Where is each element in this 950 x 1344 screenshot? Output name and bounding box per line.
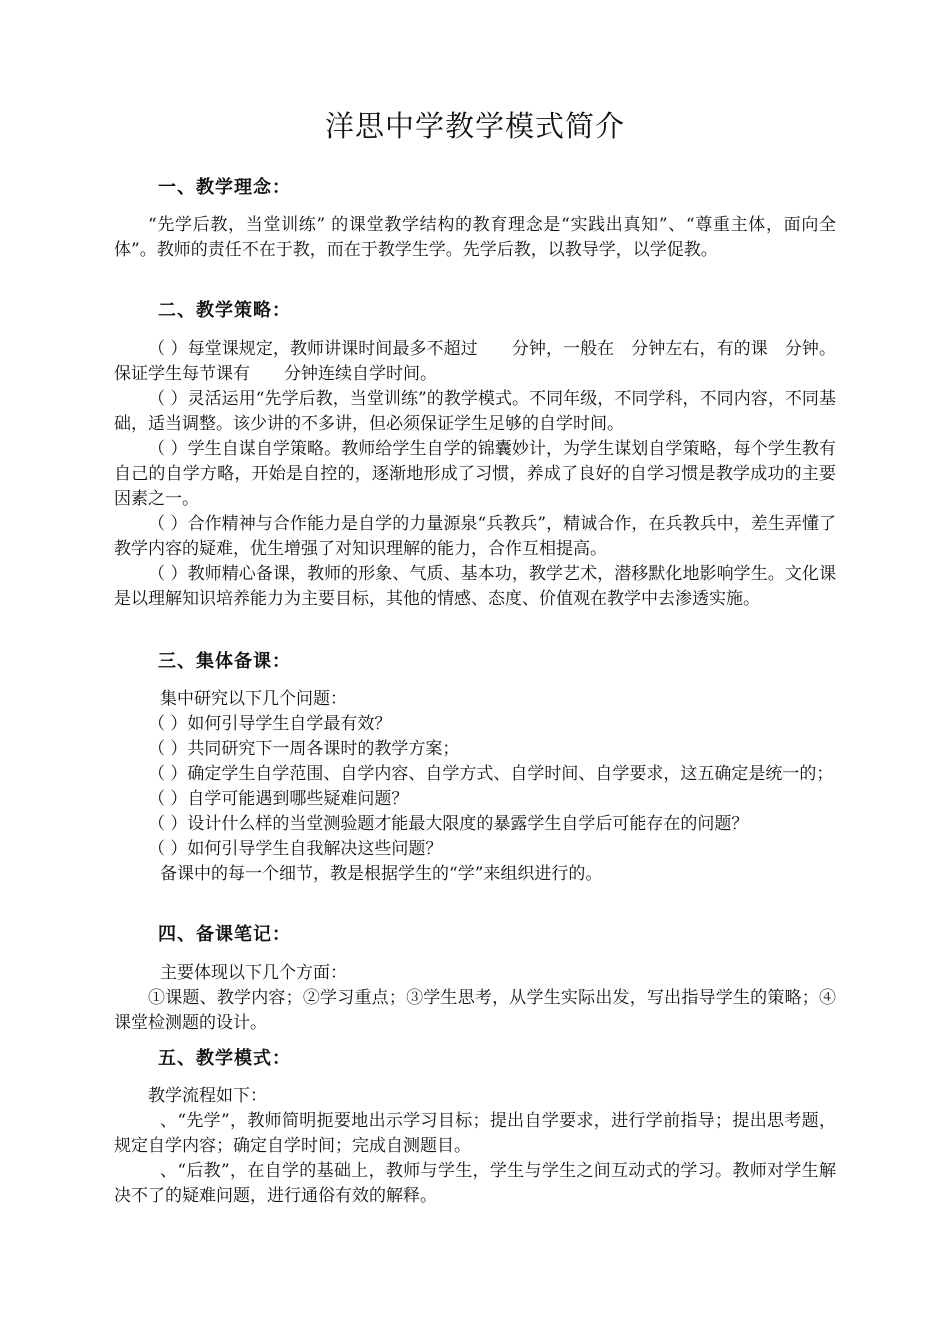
list-item: （ ）如何引导学生自我解决这些问题？ (148, 839, 443, 859)
document-title: 洋思中学教学模式简介 (324, 109, 625, 143)
paragraph: ①课题、教学内容；②学习重点；③学生思考，从学生实际出发，写出指导学生的策略；④课堂检测题的设计。 (114, 988, 836, 1033)
section-body-5 (114, 1084, 836, 1209)
section-body-1 (114, 213, 836, 263)
paragraph: 集中研究以下几个问题： (160, 689, 347, 709)
paragraph: （ ）灵活运用“先学后教，当堂训练”的教学模式。不同年级，不同学科，不同内容，不同基础，适当调整。该少讲的不多讲，但必须保证学生足够的自学时间。 (114, 389, 836, 434)
section-heading-3: 三、集体备课： (158, 651, 291, 672)
section-heading-4: 四、备课笔记： (158, 924, 291, 945)
section-heading-5: 五、教学模式： (158, 1048, 291, 1069)
paragraph: 教学流程如下： (148, 1086, 267, 1106)
section-body-4 (114, 961, 836, 1036)
paragraph: 备课中的每一个细节，教是根据学生的“学”来组织进行的。 (160, 864, 603, 884)
paragraph: 、“后教”，在自学的基础上，教师与学生，学生与学生之间互动式的学习。教师对学生解决不了的疑难问题，进行通俗有效的解释。 (114, 1161, 836, 1206)
paragraph: 主要体现以下几个方面： (160, 963, 347, 983)
section-body-3 (114, 687, 836, 887)
paragraph: “先学后教，当堂训练” 的课堂教学结构的教育理念是“实践出真知”、“尊重主体，面向全体”。教师的责任不在于教，而在于教学生学。先学后教，以教导学，以学促教。 (114, 215, 836, 260)
list-item: （ ）确定学生自学范围、自学内容、自学方式、自学时间、自学要求，这五确定是统一的； (148, 764, 834, 784)
section-heading-2: 二、教学策略： (158, 300, 291, 321)
list-item: （ ）设计什么样的当堂测验题才能最大限度的暴露学生自学后可能存在的问题？ (148, 814, 749, 834)
section-heading-1: 一、教学理念： (158, 177, 291, 198)
paragraph: 、“先学”，教师简明扼要地出示学习目标；提出自学要求，进行学前指导；提出思考题，规定自学内容；确定自学时间；完成自测题目。 (114, 1111, 836, 1156)
list-item: （ ）自学可能遇到哪些疑难问题？ (148, 789, 409, 809)
paragraph: （ ）教师精心备课，教师的形象、气质、基本功，教学艺术，潜移默化地影响学生。文化课是以理解知识培养能力为主要目标，其他的情感、态度、价值观在教学中去渗透实施。 (114, 564, 836, 609)
paragraph: （ ）每堂课规定，教师讲课时间最多不超过 分钟，一般在 分钟左右，有的课 分钟。保证学生每节课有 分钟连续自学时间。 (114, 339, 836, 384)
paragraph: （ ）学生自谋自学策略。教师给学生自学的锦囊妙计，为学生谋划自学策略，每个学生教有自己的自学方略，开始是自控的，逐渐地形成了习惯，养成了良好的自学习惯是教学成功的主要因素之一。 (114, 439, 836, 509)
section-body-2 (114, 337, 836, 612)
list-item: （ ）共同研究下一周各课时的教学方案； (148, 739, 460, 759)
list-item: （ ）如何引导学生自学最有效？ (148, 714, 392, 734)
paragraph: （ ）合作精神与合作能力是自学的力量源泉“兵教兵”，精诚合作，在兵教兵中，差生弄懂了教学内容的疑难，优生增强了对知识理解的能力，合作互相提高。 (114, 514, 836, 559)
